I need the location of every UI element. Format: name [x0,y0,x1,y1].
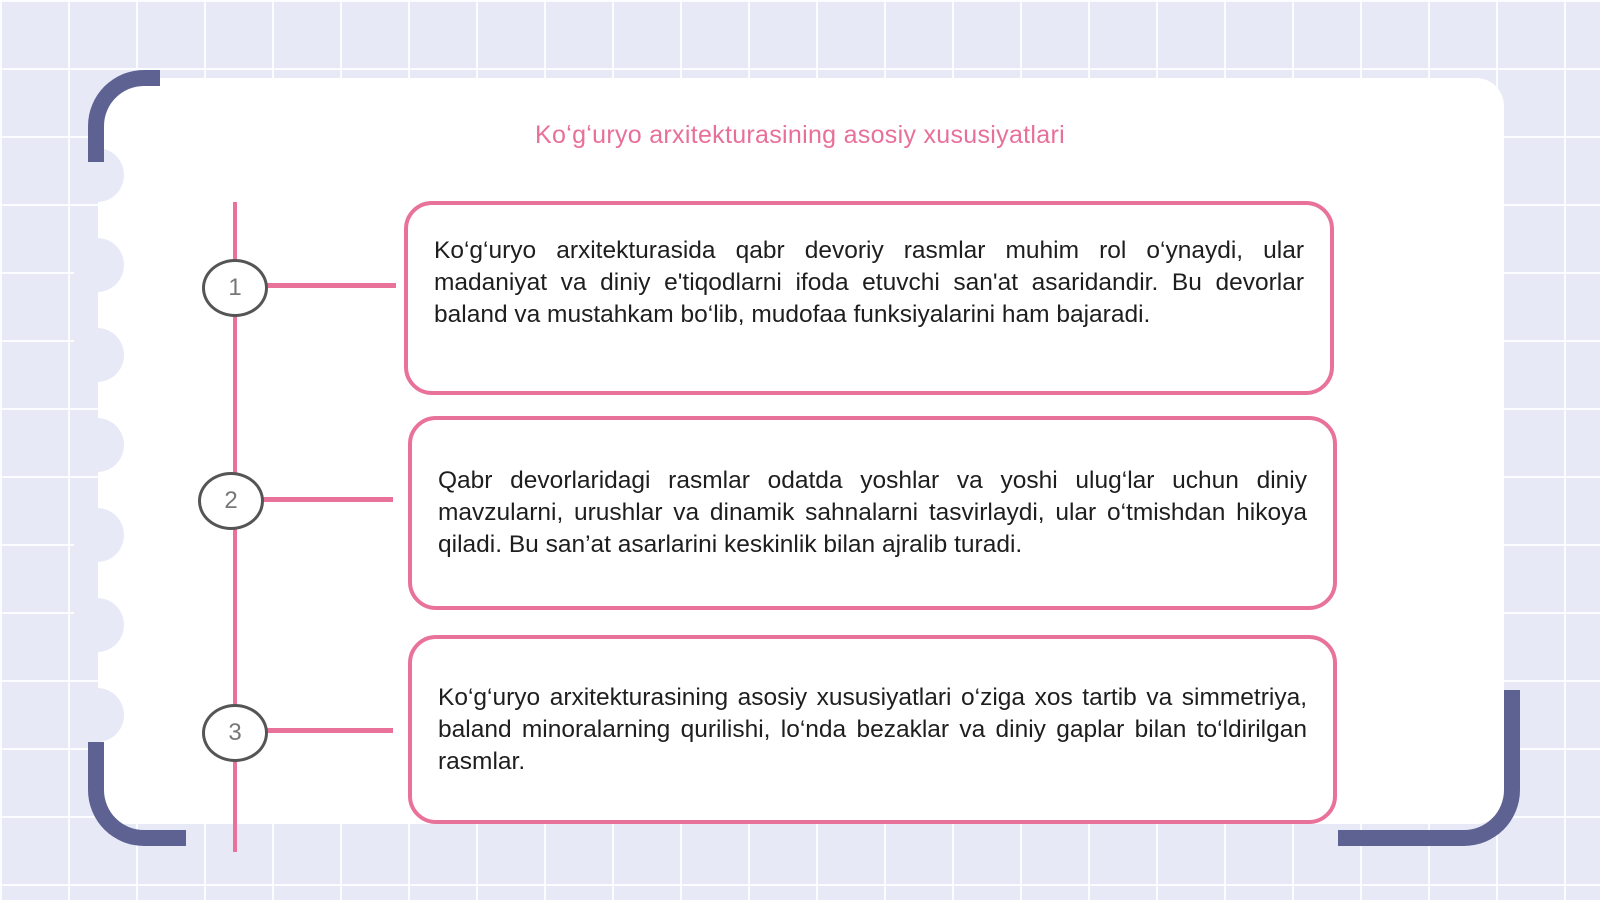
timeline-connector [266,283,396,288]
step-card [408,416,1337,610]
step-text: Ko‘g‘uryo arxitekturasida qabr devoriy rasmlar muhim rol o‘ynaydi, ular madaniyat va diniy e'tiqodlarni ifoda etuvchi san'at asaridandir. Bu devorlar baland va mustahkam bo‘lib, mudofaa funksiyalarini ham bajaradi. [434,237,1304,328]
frame-corner-top-left [88,70,160,162]
step-card [404,201,1334,395]
step-card [408,635,1337,824]
frame-corner-bottom-right [1338,690,1520,846]
step-text: Ko‘g‘uryo arxitekturasining asosiy xususiyatlari o‘ziga xos tartib va simmetriya, baland minoralarning qurilishi, lo‘nda bezaklar va diniy gaplar bilan to‘ldirilgan rasmlar. [438,683,1307,775]
step-number-badge: 1 [202,259,268,317]
timeline-connector [263,497,393,502]
slide-title: Koʻgʻuryo arxitekturasining asosiy xususiyatlari [535,121,1065,149]
step-text: Qabr devorlaridagi rasmlar odatda yoshlar va yoshi ulug‘lar uchun diniy mavzularni, urushlar va dinamik sahnalarni tasvirlaydi, ular o‘tmishdan hikoya qiladi. Bu san’at asarlarini keskinlik bilan ajralib turadi. [438,467,1307,558]
frame-corner-bottom-left [88,742,186,846]
step-number-badge: 2 [198,472,264,530]
step-number-badge: 3 [202,704,268,762]
timeline-connector [266,728,393,733]
